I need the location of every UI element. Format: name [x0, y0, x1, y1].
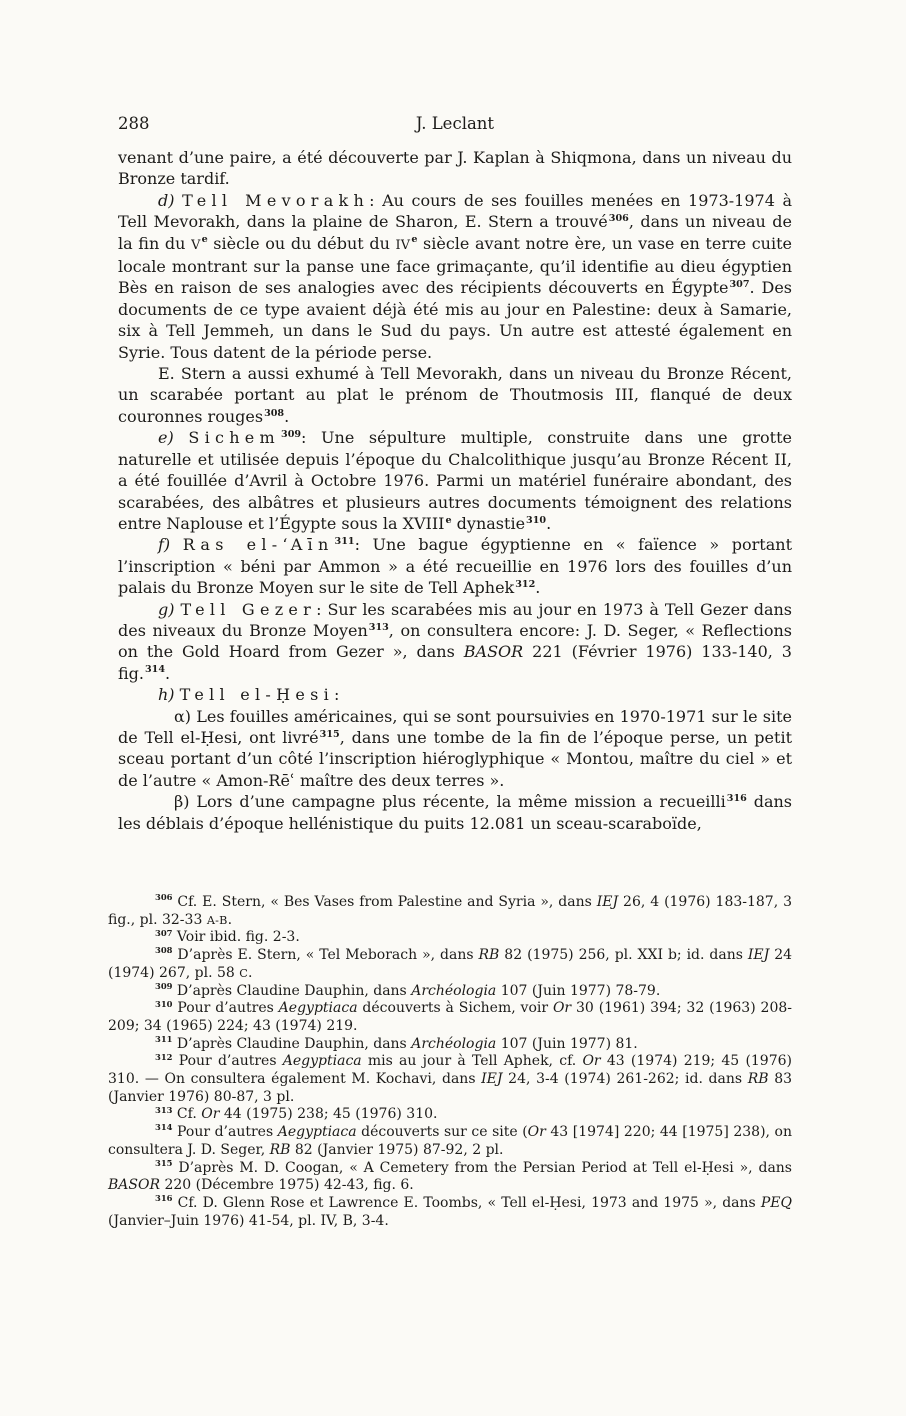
footnote-315: $^{315}$ D’après M. D. Coogan, « A Cemetery from the Persian Period at Tell el-Ḥesi », dans BASOR 220 (Décembre 1975) 42-43, fig. 6. [108, 1157, 792, 1194]
paragraph-alpha: α) Les fouilles américaines, qui se sont poursuivies en 1970-1971 sur le site de Tell el-Ḥesi, ont livré$^{315}$, dans une tombe de la fin de l’époque perse, un petit sceau portant d’un côté l’inscription hiéroglyphique « Montou, maître du ciel » et de l’autre « Amon-Rēʿ maître des deux terres ». [118, 706, 792, 790]
footnote-316: $^{316}$ Cf. D. Glenn Rose et Lawrence E. Toombs, « Tell el-Ḥesi, 1973 and 1975 », dans PEQ (Janvier–Juin 1976) 41-54, pl. IV, B, 3-4. [108, 1193, 792, 1229]
page-header [118, 113, 792, 135]
footnote-312: $^{312}$ Pour d’autres Aegyptiaca mis au jour à Tell Aphek, cf. Or 43 (1974) 219; 45 (1976) 310. — On consultera également M. Kochavi, dans IEJ 24, 3-4 (1974) 261-262; id. dans RB 83 (Janvier 1976) 80-87, 3 pl. [108, 1051, 793, 1105]
footnote-310: $^{310}$ Pour d’autres Aegyptiaca découverts à Sichem, voir Or 30 (1961) 394; 32 (1963) 208-209; 34 (1965) 224; 43 (1974) 219. [108, 998, 793, 1034]
article-body [118, 147, 792, 834]
footnote-307: $^{307}$ Voir ibid. fig. 2-3. [155, 927, 300, 946]
footnote-311: $^{311}$ D’après Claudine Dauphin, dans Archéologia 107 (Juin 1977) 81. [155, 1033, 638, 1052]
footnote-306: $^{306}$ Cf. E. Stern, « Bes Vases from Palestine and Syria », dans IEJ 26, 4 (1976) 183-187, 3 fig., pl. 32-33 A-B. [108, 892, 792, 928]
footnotes-block [108, 894, 792, 1230]
paragraph-stern-scarab: E. Stern a aussi exhumé à Tell Mevorakh, dans un niveau du Bronze Récent, un scarabée portant au plat le prénom de Thoutmosis III, flanqué de deux couronnes rouges$^{308}$. [118, 364, 792, 426]
page-number: 288 [118, 114, 150, 133]
footnote-314: $^{314}$ Pour d’autres Aegyptiaca découverts sur ce site (Or 43 [1974] 220; 44 [1975] 238), on consultera J. D. Seger, RB 82 (Janvier 1975) 87-92, 2 pl. [108, 1122, 792, 1158]
paragraph-ras-el-ain: f) Ras el-‘Aīn$^{311}$: Une bague égyptienne en « faïence » portant l’inscription « béni par Ammon » a été recueillie en 1976 lors des fouilles d’un palais du Bronze Moyen sur le site de Tell Aphek$^{312}$. [118, 535, 793, 598]
paragraph-tell-el-hesi: h) Tell el-Ḥesi: [158, 685, 340, 705]
footnote-308: $^{308}$ D’après E. Stern, « Tel Meborach », dans RB 82 (1975) 256, pl. XXI b; id. dans IEJ 24 (1974) 267, pl. 58 C. [108, 945, 793, 981]
running-head-title: J. Leclant [415, 114, 495, 133]
paragraph-tell-gezer: g) Tell Gezer: Sur les scarabées mis au jour en 1973 à Tell Gezer dans des niveaux du Bronze Moyen$^{313}$, on consultera encore: J. D. Seger, « Reflections on the Gold Hoard from Gezer », dans BASOR 221 (Février 1976) 133-140, 3 fig.$^{314}$. [118, 599, 792, 683]
footnote-313: $^{313}$ Cf. Or 44 (1975) 238; 45 (1976) 310. [155, 1104, 438, 1123]
paragraph-tell-mevorakh: d) Tell Mevorakh: Au cours de ses fouilles menées en 1973-1974 à Tell Mevorakh, dans la plaine de Sharon, E. Stern a trouvé$^{306}$, dans un niveau de la fin du Ve siècle ou du début du IVe siècle avant notre ère, un vase en terre cuite locale montrant sur la panse une face grimaçante, qu’il identifie au dieu égyptien Bès en raison de ses analogies avec des récipients découverts en Égypte$^{307}$. Des documents de ce type avaient déjà été mis au jour en Palestine: deux à Samarie, six à Tell Jemmeh, un dans le Sud du pays. Un autre est attesté également en Syrie. Tous datent de la période perse. [118, 190, 793, 362]
paragraph-continuation: venant d’une paire, a été découverte par J. Kaplan à Shiqmona, dans un niveau du Bronze tardif. [118, 148, 792, 189]
footnote-309: $^{309}$ D’après Claudine Dauphin, dans Archéologia 107 (Juin 1977) 78-79. [155, 980, 661, 999]
paragraph-beta: β) Lors d’une campagne plus récente, la même mission a recueilli$^{316}$ dans les déblais d’époque hellénistique du puits 12.081 un sceau-scaraboïde, [118, 792, 792, 833]
paragraph-sichem: e) Sichem$^{309}$: Une sépulture multiple, construite dans une grotte naturelle et utilisée depuis l’époque du Chalcolithique jusqu’au Bronze Récent II, a été fouillée d’Avril à Octobre 1976. Parmi un matériel funéraire abondant, des scarabées, des albâtres et plusieurs autres documents témoignent des relations entre Naplouse et l’Égypte sous la XVIIIe dynastie$^{310}$. [118, 428, 793, 533]
